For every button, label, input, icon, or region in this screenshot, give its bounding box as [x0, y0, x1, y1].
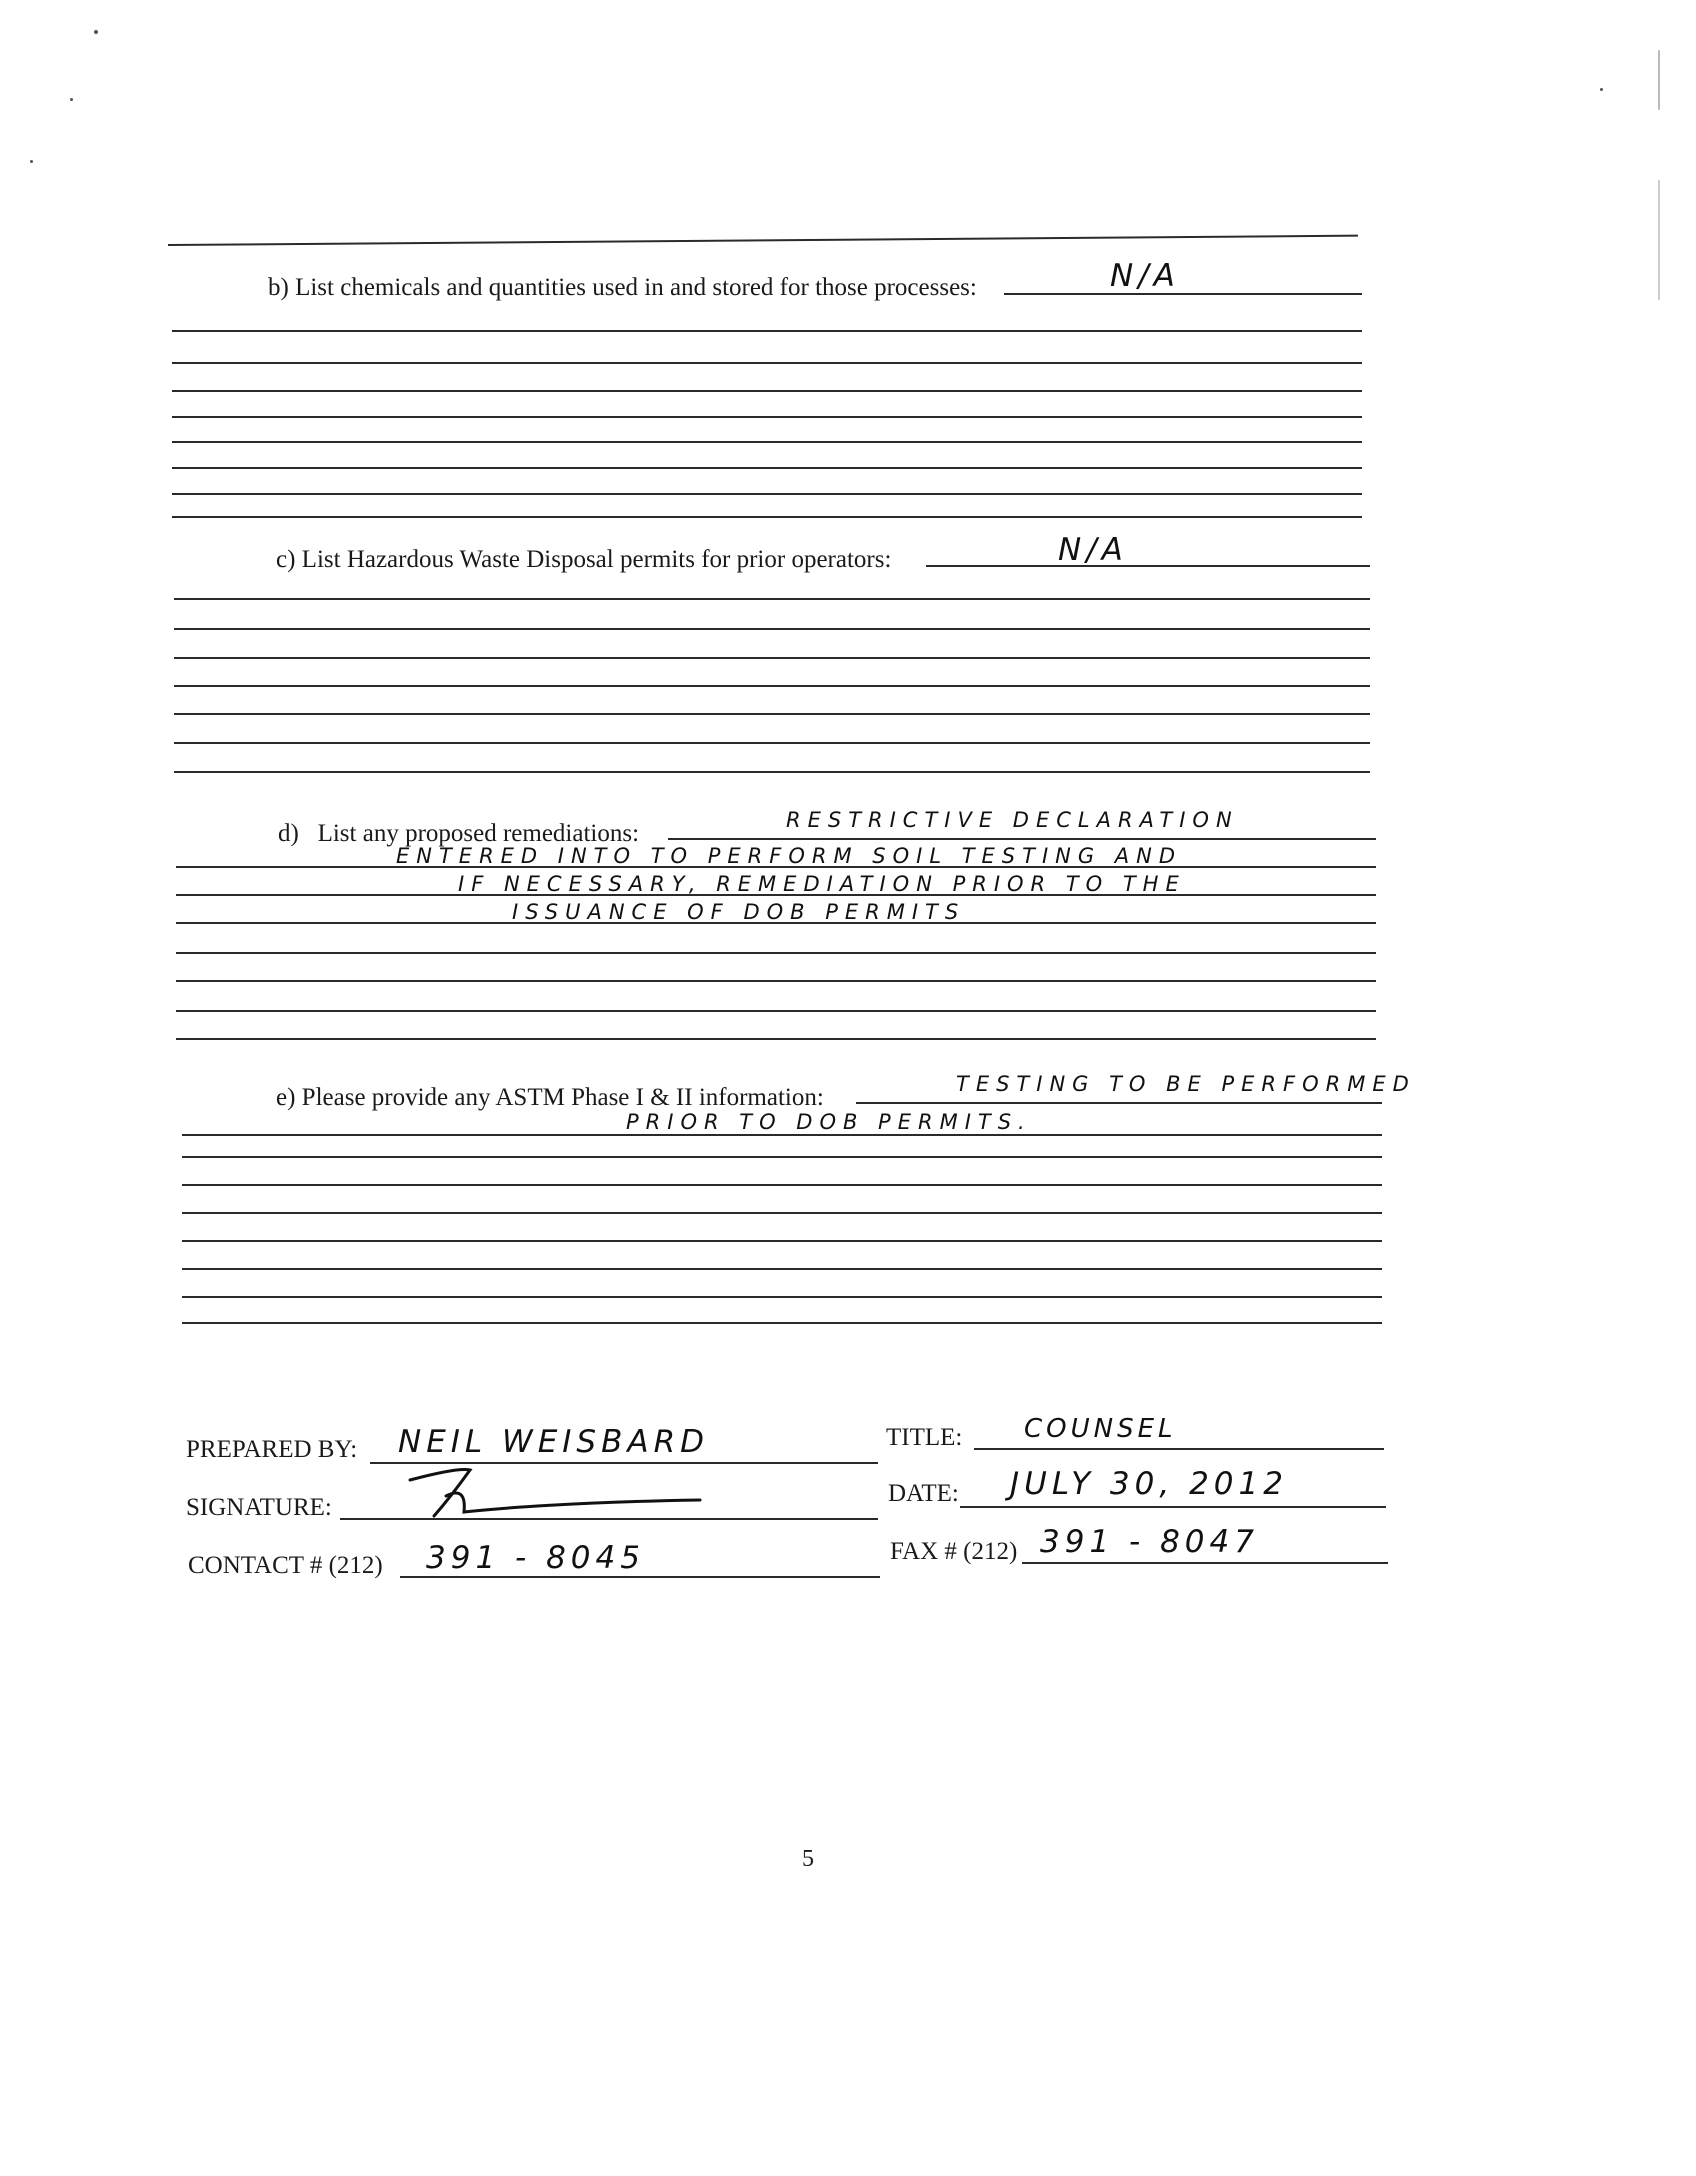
answer-line: [172, 390, 1362, 392]
question-d-label: d) List any proposed remediations:: [278, 820, 640, 847]
answer-line: [172, 516, 1362, 518]
question-b-label: b) List chemicals and quantities used in and stored for those processes:: [268, 274, 977, 301]
answer-line: [182, 1268, 1382, 1270]
answer-line: [172, 330, 1362, 332]
title-line: [974, 1448, 1384, 1450]
answer-line: [856, 1102, 1382, 1104]
answer-line: [174, 685, 1370, 687]
prepared-by-label: PREPARED BY:: [186, 1436, 358, 1463]
answer-line: [172, 493, 1362, 495]
scan-speck: [30, 160, 33, 163]
answer-line: [176, 1038, 1376, 1040]
question-d-answer-line-1: RESTRICTIVE DECLARATION: [786, 808, 1239, 832]
question-b-answer: N/A: [1110, 258, 1180, 294]
answer-line: [176, 922, 1376, 924]
question-d-answer-line-3: IF NECESSARY, REMEDIATION PRIOR TO THE: [458, 872, 1186, 896]
scan-speck: [94, 30, 98, 34]
scan-speck: [1658, 180, 1660, 300]
signature-scribble: [400, 1462, 710, 1522]
answer-line: [174, 598, 1370, 600]
signature-label: SIGNATURE:: [186, 1494, 332, 1521]
answer-line: [174, 742, 1370, 744]
scan-speck: [1658, 50, 1660, 110]
question-c-answer: N/A: [1058, 532, 1128, 568]
answer-line: [176, 866, 1376, 868]
signature-line: [340, 1518, 878, 1520]
title-label: TITLE:: [886, 1424, 963, 1451]
answer-line: [668, 838, 1376, 840]
answer-line: [182, 1156, 1382, 1158]
answer-line: [172, 362, 1362, 364]
date-value: JULY 30, 2012: [1010, 1466, 1288, 1502]
answer-line: [182, 1296, 1382, 1298]
title-value: COUNSEL: [1024, 1414, 1177, 1444]
question-d-answer-line-2: ENTERED INTO TO PERFORM SOIL TESTING AND: [396, 844, 1183, 868]
answer-line: [176, 980, 1376, 982]
contact-value: 391 - 8045: [426, 1540, 645, 1576]
contact-line: [400, 1576, 880, 1578]
question-e-label: e) Please provide any ASTM Phase I & II information:: [276, 1084, 824, 1111]
question-c-label: c) List Hazardous Waste Disposal permits for prior operators:: [276, 546, 892, 573]
fax-label: FAX # (212): [890, 1538, 1018, 1565]
answer-line: [182, 1212, 1382, 1214]
answer-line: [926, 565, 1370, 567]
page-number: 5: [802, 1846, 814, 1872]
answer-line: [176, 894, 1376, 896]
answer-line: [182, 1184, 1382, 1186]
question-e-answer-line-1: TESTING TO BE PERFORMED: [956, 1072, 1416, 1096]
answer-line: [174, 771, 1370, 773]
answer-line: [172, 416, 1362, 418]
date-line: [960, 1506, 1386, 1508]
answer-line: [174, 713, 1370, 715]
answer-line: [174, 657, 1370, 659]
question-d-answer-line-4: ISSUANCE OF DOB PERMITS: [512, 900, 966, 924]
answer-line: [172, 441, 1362, 443]
answer-line: [176, 952, 1376, 954]
answer-line: [1004, 293, 1362, 295]
answer-line: [172, 467, 1362, 469]
top-rule: [168, 235, 1358, 246]
answer-line: [182, 1134, 1382, 1136]
scan-speck: [70, 98, 73, 101]
answer-line: [182, 1322, 1382, 1324]
scan-speck: [1600, 88, 1603, 91]
fax-value: 391 - 8047: [1040, 1524, 1259, 1560]
contact-label: CONTACT # (212): [188, 1552, 383, 1579]
answer-line: [182, 1240, 1382, 1242]
fax-line: [1022, 1562, 1388, 1564]
answer-line: [176, 1010, 1376, 1012]
question-e-answer-line-2: PRIOR TO DOB PERMITS.: [626, 1110, 1032, 1134]
prepared-by-value: NEIL WEISBARD: [398, 1424, 709, 1460]
date-label: DATE:: [888, 1480, 959, 1507]
answer-line: [174, 628, 1370, 630]
